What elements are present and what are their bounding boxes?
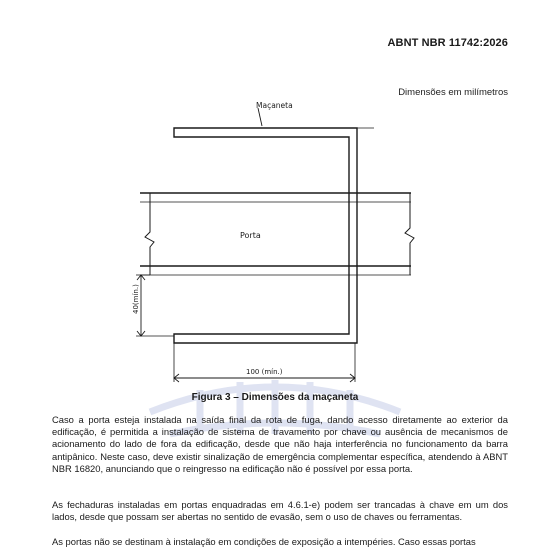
handle-outline [174, 128, 357, 343]
standard-code-header: ABNT NBR 11742:2026 [387, 37, 508, 49]
paragraph-locks: As fechaduras instaladas em portas enquadradas em 4.6.1-e) podem ser trancadas à chave em um dos lados, desde que possam ser abertas no sentido de evasão, sem o uso de chaves ou ferramentas. [52, 499, 508, 523]
paragraph-exit-door: Caso a porta esteja instalada na saída final da rota de fuga, dando acesso diretamente ao exterior da edificação, é permitida a instalação de sistema de travamento por chave ou ausência de mecanismos de acionamento do lado de fora da edificação, desde que não haja interferência no funcionamento da barra antipânico. Neste caso, deve existir sinalização de emergência complementar específica, atendendo à ABNT NBR 16820, anunciando que o reingresso na edificação não é possível por essa porta. [52, 414, 508, 474]
handle-label: Maçaneta [256, 101, 293, 110]
units-note: Dimensões em milímetros [398, 87, 508, 98]
dim-vertical-label: 40(mín.) [132, 284, 140, 314]
break-left [145, 193, 154, 275]
break-right [405, 193, 414, 275]
door-label: Porta [240, 231, 261, 240]
paragraph-weather: As portas não se destinam à instalação em condições de exposição a intempéries. Caso essas portas [52, 536, 476, 547]
figure-caption: Figura 3 – Dimensões da maçaneta [191, 392, 359, 403]
dim-horizontal-label: 100 (mín.) [246, 368, 283, 376]
handle-leader [258, 108, 262, 126]
